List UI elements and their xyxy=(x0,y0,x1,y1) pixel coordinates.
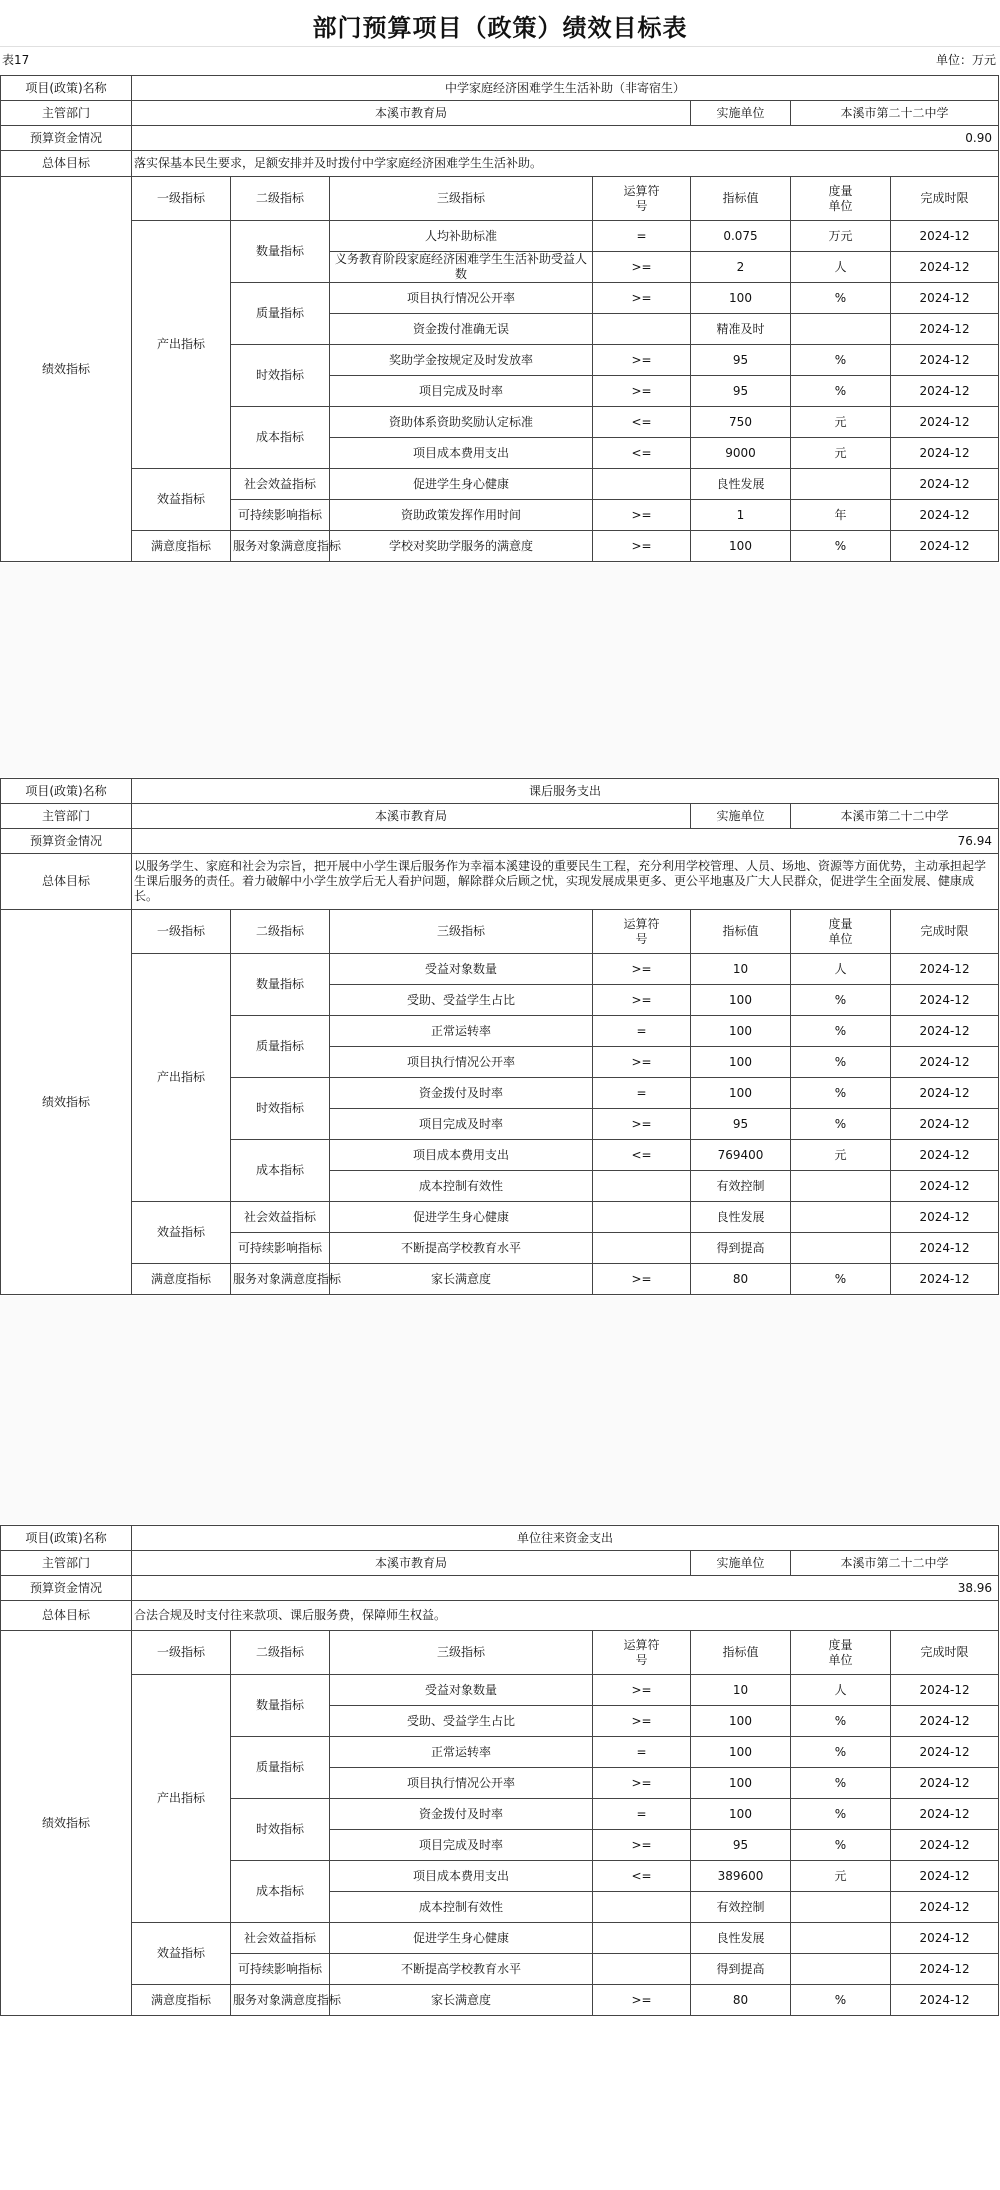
project-name-label: 项目(政策)名称 xyxy=(1,76,132,101)
measure-unit-cell: 年 xyxy=(791,500,891,531)
table-code: 表17 xyxy=(2,53,30,67)
operator-cell: >= xyxy=(593,985,691,1016)
deadline-cell: 2024-12 xyxy=(891,1706,999,1737)
table-row xyxy=(1,469,999,500)
lvl2-indicator: 数量指标 xyxy=(231,954,330,1016)
measure-unit-cell: % xyxy=(791,1830,891,1861)
measure-unit-cell xyxy=(791,314,891,345)
goal-label: 总体目标 xyxy=(1,854,132,910)
project-name-label: 项目(政策)名称 xyxy=(1,1526,132,1551)
measure-unit-cell: 人 xyxy=(791,954,891,985)
deadline-cell: 2024-12 xyxy=(891,469,999,500)
dept-value: 本溪市教育局 xyxy=(132,804,691,829)
lvl2-indicator: 可持续影响指标 xyxy=(231,1233,330,1264)
value-cell: 100 xyxy=(691,1047,791,1078)
measure-unit-cell xyxy=(791,1233,891,1264)
lvl3-indicator: 项目执行情况公开率 xyxy=(330,1047,593,1078)
table-row xyxy=(1,221,999,252)
lvl2-indicator: 时效指标 xyxy=(231,1799,330,1861)
lvl1-indicator: 效益指标 xyxy=(132,469,231,531)
operator-cell: >= xyxy=(593,1706,691,1737)
project-name-value: 课后服务支出 xyxy=(132,779,999,804)
lvl2-indicator: 成本指标 xyxy=(231,407,330,469)
budget-label: 预算资金情况 xyxy=(1,1576,132,1601)
lvl1-indicator: 效益指标 xyxy=(132,1923,231,1985)
deadline-cell: 2024-12 xyxy=(891,407,999,438)
lvl2-indicator: 时效指标 xyxy=(231,1078,330,1140)
table-row xyxy=(1,804,999,829)
table-row xyxy=(1,829,999,854)
header-lvl3: 三级指标 xyxy=(330,177,593,221)
header-lvl3: 三级指标 xyxy=(330,1631,593,1675)
deadline-cell: 2024-12 xyxy=(891,1171,999,1202)
lvl3-indicator: 资助体系资助奖励认定标准 xyxy=(330,407,593,438)
unit-label: 单位：万元 xyxy=(935,53,996,67)
header-deadline: 完成时限 xyxy=(891,1631,999,1675)
value-cell: 769400 xyxy=(691,1140,791,1171)
table-row xyxy=(1,779,999,804)
lvl3-indicator: 促进学生身心健康 xyxy=(330,1202,593,1233)
measure-unit-cell: % xyxy=(791,283,891,314)
lvl2-indicator: 服务对象满意度指标 xyxy=(231,1985,330,2016)
value-cell: 100 xyxy=(691,531,791,562)
header-measure: 度量单位 xyxy=(791,1631,891,1675)
deadline-cell: 2024-12 xyxy=(891,1264,999,1295)
value-cell: 80 xyxy=(691,1264,791,1295)
dept-value: 本溪市教育局 xyxy=(132,1551,691,1576)
table-row xyxy=(1,101,999,126)
dept-label: 主管部门 xyxy=(1,1551,132,1576)
operator-cell: = xyxy=(593,221,691,252)
lvl2-indicator: 可持续影响指标 xyxy=(231,1954,330,1985)
operator-cell xyxy=(593,469,691,500)
lvl1-indicator: 产出指标 xyxy=(132,954,231,1202)
table-row xyxy=(1,954,999,985)
operator-cell: >= xyxy=(593,376,691,407)
perf-label: 绩效指标 xyxy=(1,177,132,562)
lvl3-indicator: 受助、受益学生占比 xyxy=(330,1706,593,1737)
value-cell: 良性发展 xyxy=(691,1923,791,1954)
measure-unit-cell: % xyxy=(791,345,891,376)
lvl3-indicator: 项目完成及时率 xyxy=(330,376,593,407)
header-lvl2: 二级指标 xyxy=(231,910,330,954)
measure-unit-cell: % xyxy=(791,1799,891,1830)
measure-unit-cell: % xyxy=(791,985,891,1016)
table-row xyxy=(1,531,999,562)
table-header-row xyxy=(1,1631,999,1675)
operator-cell: >= xyxy=(593,1985,691,2016)
lvl3-indicator: 奖助学金按规定及时发放率 xyxy=(330,345,593,376)
value-cell: 得到提高 xyxy=(691,1233,791,1264)
lvl1-indicator: 满意度指标 xyxy=(132,531,231,562)
lvl2-indicator: 社会效益指标 xyxy=(231,1923,330,1954)
table-row xyxy=(1,1601,999,1631)
deadline-cell: 2024-12 xyxy=(891,1140,999,1171)
operator-cell xyxy=(593,1233,691,1264)
operator-cell xyxy=(593,1892,691,1923)
deadline-cell: 2024-12 xyxy=(891,345,999,376)
value-cell: 100 xyxy=(691,1799,791,1830)
measure-unit-cell: 元 xyxy=(791,407,891,438)
budget-label: 预算资金情况 xyxy=(1,126,132,151)
budget-value: 0.90 xyxy=(132,126,999,151)
value-cell: 0.075 xyxy=(691,221,791,252)
dept-label: 主管部门 xyxy=(1,804,132,829)
lvl3-indicator: 人均补助标准 xyxy=(330,221,593,252)
lvl3-indicator: 促进学生身心健康 xyxy=(330,1923,593,1954)
measure-unit-cell: 人 xyxy=(791,1675,891,1706)
operator-cell: = xyxy=(593,1078,691,1109)
operator-cell: >= xyxy=(593,531,691,562)
measure-unit-cell: % xyxy=(791,376,891,407)
value-cell: 良性发展 xyxy=(691,469,791,500)
impl-unit-value: 本溪市第二十二中学 xyxy=(791,804,999,829)
table-row xyxy=(1,1202,999,1233)
deadline-cell: 2024-12 xyxy=(891,1016,999,1047)
table-row xyxy=(1,151,999,177)
lvl3-indicator: 项目成本费用支出 xyxy=(330,1140,593,1171)
lvl3-indicator: 项目成本费用支出 xyxy=(330,1861,593,1892)
lvl3-indicator: 项目执行情况公开率 xyxy=(330,1768,593,1799)
header-lvl2: 二级指标 xyxy=(231,177,330,221)
table-row xyxy=(1,1264,999,1295)
measure-unit-cell: % xyxy=(791,1737,891,1768)
table-separator xyxy=(0,1296,1000,1524)
table-row xyxy=(1,1675,999,1706)
operator-cell xyxy=(593,1954,691,1985)
deadline-cell: 2024-12 xyxy=(891,376,999,407)
value-cell: 95 xyxy=(691,345,791,376)
measure-unit-cell xyxy=(791,1202,891,1233)
lvl2-indicator: 成本指标 xyxy=(231,1140,330,1202)
deadline-cell: 2024-12 xyxy=(891,1109,999,1140)
impl-unit-label: 实施单位 xyxy=(691,804,791,829)
operator-cell: >= xyxy=(593,1109,691,1140)
lvl3-indicator: 促进学生身心健康 xyxy=(330,469,593,500)
lvl2-indicator: 可持续影响指标 xyxy=(231,500,330,531)
lvl3-indicator: 项目完成及时率 xyxy=(330,1109,593,1140)
measure-unit-cell: % xyxy=(791,1109,891,1140)
lvl3-indicator: 资金拨付准确无误 xyxy=(330,314,593,345)
table-header-row xyxy=(1,177,999,221)
goal-label: 总体目标 xyxy=(1,151,132,177)
lvl1-indicator: 满意度指标 xyxy=(132,1985,231,2016)
deadline-cell: 2024-12 xyxy=(891,1675,999,1706)
lvl2-indicator: 数量指标 xyxy=(231,1675,330,1737)
operator-cell xyxy=(593,1923,691,1954)
lvl3-indicator: 正常运转率 xyxy=(330,1016,593,1047)
header-op: 运算符号 xyxy=(593,177,691,221)
value-cell: 精准及时 xyxy=(691,314,791,345)
dept-label: 主管部门 xyxy=(1,101,132,126)
deadline-cell: 2024-12 xyxy=(891,1799,999,1830)
deadline-cell: 2024-12 xyxy=(891,252,999,283)
operator-cell: >= xyxy=(593,1264,691,1295)
goal-value: 落实保基本民生要求，足额安排并及时拨付中学家庭经济困难学生生活补助。 xyxy=(132,151,999,177)
lvl1-indicator: 效益指标 xyxy=(132,1202,231,1264)
deadline-cell: 2024-12 xyxy=(891,1830,999,1861)
lvl3-indicator: 不断提高学校教育水平 xyxy=(330,1233,593,1264)
value-cell: 95 xyxy=(691,376,791,407)
lvl3-indicator: 资金拨付及时率 xyxy=(330,1799,593,1830)
lvl3-indicator: 家长满意度 xyxy=(330,1985,593,2016)
measure-unit-cell: % xyxy=(791,1706,891,1737)
operator-cell: = xyxy=(593,1016,691,1047)
value-cell: 10 xyxy=(691,1675,791,1706)
value-cell: 得到提高 xyxy=(691,1954,791,1985)
operator-cell: <= xyxy=(593,407,691,438)
operator-cell xyxy=(593,1171,691,1202)
header-measure: 度量单位 xyxy=(791,910,891,954)
lvl3-indicator: 资金拨付及时率 xyxy=(330,1078,593,1109)
lvl3-indicator: 项目完成及时率 xyxy=(330,1830,593,1861)
deadline-cell: 2024-12 xyxy=(891,1078,999,1109)
operator-cell: >= xyxy=(593,1768,691,1799)
lvl2-indicator: 社会效益指标 xyxy=(231,1202,330,1233)
measure-unit-cell: % xyxy=(791,1985,891,2016)
value-cell: 389600 xyxy=(691,1861,791,1892)
lvl3-indicator: 受助、受益学生占比 xyxy=(330,985,593,1016)
measure-unit-cell: 万元 xyxy=(791,221,891,252)
impl-unit-value: 本溪市第二十二中学 xyxy=(791,1551,999,1576)
deadline-cell: 2024-12 xyxy=(891,283,999,314)
operator-cell: >= xyxy=(593,1047,691,1078)
table-row xyxy=(1,1526,999,1551)
measure-unit-cell: 元 xyxy=(791,1861,891,1892)
lvl3-indicator: 资助政策发挥作用时间 xyxy=(330,500,593,531)
operator-cell: <= xyxy=(593,438,691,469)
measure-unit-cell xyxy=(791,1954,891,1985)
performance-table xyxy=(0,75,999,562)
measure-unit-cell: 元 xyxy=(791,1140,891,1171)
operator-cell: >= xyxy=(593,1830,691,1861)
measure-unit-cell: % xyxy=(791,1768,891,1799)
measure-unit-cell: % xyxy=(791,1047,891,1078)
deadline-cell: 2024-12 xyxy=(891,314,999,345)
header-lvl1: 一级指标 xyxy=(132,910,231,954)
header-lvl3: 三级指标 xyxy=(330,910,593,954)
operator-cell xyxy=(593,314,691,345)
deadline-cell: 2024-12 xyxy=(891,1985,999,2016)
lvl2-indicator: 服务对象满意度指标 xyxy=(231,1264,330,1295)
lvl3-indicator: 项目执行情况公开率 xyxy=(330,283,593,314)
deadline-cell: 2024-12 xyxy=(891,1923,999,1954)
operator-cell: >= xyxy=(593,1675,691,1706)
measure-unit-cell: % xyxy=(791,531,891,562)
deadline-cell: 2024-12 xyxy=(891,1861,999,1892)
table-row xyxy=(1,126,999,151)
perf-label: 绩效指标 xyxy=(1,910,132,1295)
measure-unit-cell xyxy=(791,1892,891,1923)
lvl1-indicator: 产出指标 xyxy=(132,221,231,469)
value-cell: 95 xyxy=(691,1830,791,1861)
deadline-cell: 2024-12 xyxy=(891,531,999,562)
value-cell: 10 xyxy=(691,954,791,985)
page-title: 部门预算项目（政策）绩效目标表 xyxy=(312,13,688,42)
operator-cell xyxy=(593,1202,691,1233)
table-row xyxy=(1,76,999,101)
value-cell: 100 xyxy=(691,1737,791,1768)
project-name-value: 中学家庭经济困难学生生活补助（非寄宿生） xyxy=(132,76,999,101)
value-cell: 100 xyxy=(691,1768,791,1799)
header-op: 运算符号 xyxy=(593,1631,691,1675)
measure-unit-cell: 人 xyxy=(791,252,891,283)
lvl1-indicator: 满意度指标 xyxy=(132,1264,231,1295)
header-lvl2: 二级指标 xyxy=(231,1631,330,1675)
measure-unit-cell xyxy=(791,469,891,500)
budget-value: 38.96 xyxy=(132,1576,999,1601)
lvl3-indicator: 受益对象数量 xyxy=(330,954,593,985)
lvl3-indicator: 受益对象数量 xyxy=(330,1675,593,1706)
header-value: 指标值 xyxy=(691,177,791,221)
lvl3-indicator: 正常运转率 xyxy=(330,1737,593,1768)
impl-unit-value: 本溪市第二十二中学 xyxy=(791,101,999,126)
value-cell: 100 xyxy=(691,985,791,1016)
value-cell: 95 xyxy=(691,1109,791,1140)
operator-cell: >= xyxy=(593,252,691,283)
operator-cell: >= xyxy=(593,345,691,376)
performance-table xyxy=(0,778,999,1295)
deadline-cell: 2024-12 xyxy=(891,438,999,469)
value-cell: 100 xyxy=(691,1016,791,1047)
perf-label: 绩效指标 xyxy=(1,1631,132,2016)
impl-unit-label: 实施单位 xyxy=(691,1551,791,1576)
deadline-cell: 2024-12 xyxy=(891,1768,999,1799)
operator-cell: >= xyxy=(593,283,691,314)
value-cell: 100 xyxy=(691,1706,791,1737)
table-row xyxy=(1,1985,999,2016)
measure-unit-cell xyxy=(791,1171,891,1202)
value-cell: 2 xyxy=(691,252,791,283)
value-cell: 有效控制 xyxy=(691,1892,791,1923)
value-cell: 750 xyxy=(691,407,791,438)
header-lvl1: 一级指标 xyxy=(132,177,231,221)
budget-label: 预算资金情况 xyxy=(1,829,132,854)
lvl3-indicator: 义务教育阶段家庭经济困难学生生活补助受益人数 xyxy=(330,252,593,283)
deadline-cell: 2024-12 xyxy=(891,1233,999,1264)
measure-unit-cell xyxy=(791,1923,891,1954)
table-row xyxy=(1,1923,999,1954)
dept-value: 本溪市教育局 xyxy=(132,101,691,126)
lvl2-indicator: 成本指标 xyxy=(231,1861,330,1923)
measure-unit-cell: % xyxy=(791,1078,891,1109)
header-deadline: 完成时限 xyxy=(891,177,999,221)
value-cell: 100 xyxy=(691,1078,791,1109)
goal-value: 以服务学生、家庭和社会为宗旨，把开展中小学生课后服务作为幸福本溪建设的重要民生工程，充分利用学校管理、人员、场地、资源等方面优势，主动承担起学生课后服务的责任。着力破解中小学生放学后无人看护问题，解除群众后顾之忧，实现发展成果更多、更公平地惠及广大人民群众，促进学生全面发展、健康成长。 xyxy=(132,854,999,910)
deadline-cell: 2024-12 xyxy=(891,221,999,252)
header-measure: 度量单位 xyxy=(791,177,891,221)
budget-value: 76.94 xyxy=(132,829,999,854)
deadline-cell: 2024-12 xyxy=(891,500,999,531)
lvl2-indicator: 数量指标 xyxy=(231,221,330,283)
operator-cell: = xyxy=(593,1737,691,1768)
header-value: 指标值 xyxy=(691,910,791,954)
deadline-cell: 2024-12 xyxy=(891,1892,999,1923)
performance-table xyxy=(0,1525,999,2016)
operator-cell: = xyxy=(593,1799,691,1830)
table-row xyxy=(1,1551,999,1576)
deadline-cell: 2024-12 xyxy=(891,1737,999,1768)
lvl2-indicator: 质量指标 xyxy=(231,1737,330,1799)
deadline-cell: 2024-12 xyxy=(891,985,999,1016)
goal-label: 总体目标 xyxy=(1,1601,132,1631)
impl-unit-label: 实施单位 xyxy=(691,101,791,126)
lvl3-indicator: 项目成本费用支出 xyxy=(330,438,593,469)
operator-cell: <= xyxy=(593,1861,691,1892)
deadline-cell: 2024-12 xyxy=(891,1202,999,1233)
lvl3-indicator: 不断提高学校教育水平 xyxy=(330,1954,593,1985)
value-cell: 9000 xyxy=(691,438,791,469)
deadline-cell: 2024-12 xyxy=(891,1047,999,1078)
lvl3-indicator: 学校对奖助学服务的满意度 xyxy=(330,531,593,562)
measure-unit-cell: % xyxy=(791,1264,891,1295)
table-header-row xyxy=(1,910,999,954)
measure-unit-cell: 元 xyxy=(791,438,891,469)
value-cell: 良性发展 xyxy=(691,1202,791,1233)
lvl2-indicator: 时效指标 xyxy=(231,345,330,407)
table-separator xyxy=(0,563,1000,777)
goal-value: 合法合规及时支付往来款项、课后服务费，保障师生权益。 xyxy=(132,1601,999,1631)
table-row xyxy=(1,1576,999,1601)
lvl2-indicator: 质量指标 xyxy=(231,1016,330,1078)
measure-unit-cell: % xyxy=(791,1016,891,1047)
operator-cell: <= xyxy=(593,1140,691,1171)
operator-cell: >= xyxy=(593,500,691,531)
lvl1-indicator: 产出指标 xyxy=(132,1675,231,1923)
lvl3-indicator: 成本控制有效性 xyxy=(330,1171,593,1202)
table-row xyxy=(1,854,999,910)
project-name-value: 单位往来资金支出 xyxy=(132,1526,999,1551)
header-deadline: 完成时限 xyxy=(891,910,999,954)
header-lvl1: 一级指标 xyxy=(132,1631,231,1675)
header-value: 指标值 xyxy=(691,1631,791,1675)
value-cell: 有效控制 xyxy=(691,1171,791,1202)
lvl2-indicator: 社会效益指标 xyxy=(231,469,330,500)
lvl2-indicator: 服务对象满意度指标 xyxy=(231,531,330,562)
value-cell: 100 xyxy=(691,283,791,314)
header-op: 运算符号 xyxy=(593,910,691,954)
lvl3-indicator: 家长满意度 xyxy=(330,1264,593,1295)
project-name-label: 项目(政策)名称 xyxy=(1,779,132,804)
deadline-cell: 2024-12 xyxy=(891,954,999,985)
deadline-cell: 2024-12 xyxy=(891,1954,999,1985)
lvl2-indicator: 质量指标 xyxy=(231,283,330,345)
value-cell: 80 xyxy=(691,1985,791,2016)
lvl3-indicator: 成本控制有效性 xyxy=(330,1892,593,1923)
sheet-gridline xyxy=(0,46,1000,47)
value-cell: 1 xyxy=(691,500,791,531)
operator-cell: >= xyxy=(593,954,691,985)
